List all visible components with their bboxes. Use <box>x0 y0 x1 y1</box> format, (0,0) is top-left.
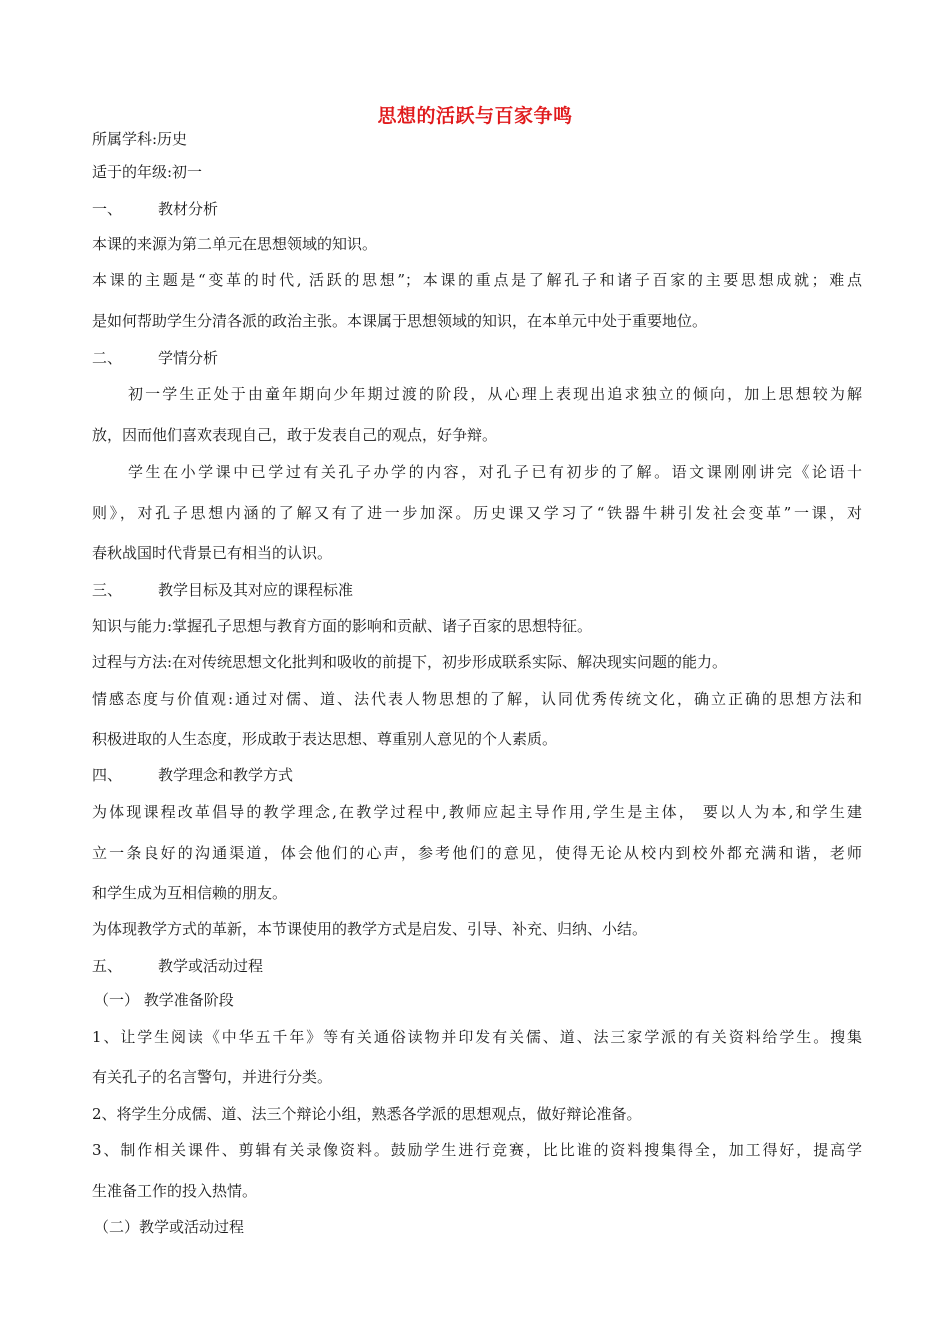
paragraph-line: 积极进取的人生态度，形成敢于表达思想、尊重别人意见的个人素质。 <box>92 730 558 748</box>
paragraph-line: 知识与能力:掌握孔子思想与教育方面的影响和贡献、诸子百家的思想特征。 <box>92 617 593 635</box>
section-title: 教学或活动过程 <box>158 957 264 975</box>
section-5-heading <box>92 956 862 976</box>
list-item-line: 生准备工作的投入热情。 <box>92 1182 258 1200</box>
section-number: 一、 <box>92 200 123 218</box>
paragraph-line: 本课的主题是“变革的时代, 活跃的思想”；本课的重点是了解孔子和诸子百家的主要思想成就；难点 <box>92 271 862 289</box>
section-title: 教学理念和教学方式 <box>158 766 294 784</box>
section-number: 四、 <box>92 766 123 784</box>
list-item-line: 3、制作相关课件、剪辑有关录像资料。鼓励学生进行竞赛，比比谁的资料搜集得全，加工得好，提高学 <box>92 1141 862 1159</box>
paragraph-line: 春秋战国时代背景已有相当的认识。 <box>92 544 333 562</box>
paragraph-line: 初一学生正处于由童年期向少年期过渡的阶段，从心理上表现出追求独立的倾向，加上思想较为解 <box>128 385 862 403</box>
paragraph-line: 则》，对孔子思想内涵的了解又有了进一步加深。历史课又学习了“铁器牛耕引发社会变革”一课，对 <box>92 504 862 522</box>
paragraph-line: 为体现课程改革倡导的教学理念,在教学过程中,教师应起主导作用,学生是主体， 要以人为本,和学生建 <box>92 803 862 821</box>
paragraph-line: 立一条良好的沟通渠道，体会他们的心声，参考他们的意见，使得无论从校内到校外都充满和谐，老师 <box>92 844 862 862</box>
paragraph-line: 为体现教学方式的革新，本节课使用的教学方式是启发、引导、补充、归纳、小结。 <box>92 920 648 938</box>
section-title: 教材分析 <box>158 200 219 218</box>
subject-line: 所属学科:历史 <box>92 130 188 148</box>
section-4-heading <box>92 765 862 785</box>
paragraph-line: 过程与方法:在对传统思想文化批判和吸收的前提下，初步形成联系实际、解决现实问题的能力。 <box>92 653 728 671</box>
section-number: 二、 <box>92 349 123 367</box>
subsection-heading: （一） 教学准备阶段 <box>94 991 234 1009</box>
paragraph-line: 是如何帮助学生分清各派的政治主张。本课属于思想领域的知识，在本单元中处于重要地位。 <box>92 312 708 330</box>
section-title: 教学目标及其对应的课程标准 <box>158 581 354 599</box>
list-item-line: 1、让学生阅读《中华五千年》等有关通俗读物并印发有关儒、道、法三家学派的有关资料给学生。搜集 <box>92 1028 862 1046</box>
document-title: 思想的活跃与百家争鸣 <box>377 105 573 127</box>
list-item-line: 有关孔子的名言警句，并进行分类。 <box>92 1068 333 1086</box>
section-1-heading <box>92 199 862 219</box>
section-number: 三、 <box>92 581 123 599</box>
section-number: 五、 <box>92 957 123 975</box>
section-title: 学情分析 <box>158 349 219 367</box>
paragraph-line: 本课的来源为第二单元在思想领域的知识。 <box>92 235 378 253</box>
paragraph-line: 情感态度与价值观:通过对儒、道、法代表人物思想的了解，认同优秀传统文化，确立正确的思想方法和 <box>92 690 862 708</box>
subsection-heading: （二）教学或活动过程 <box>94 1218 245 1236</box>
paragraph-line: 和学生成为互相信赖的朋友。 <box>92 884 288 902</box>
list-item-line: 2、将学生分成儒、道、法三个辩论小组，熟悉各学派的思想观点，做好辩论准备。 <box>92 1105 642 1123</box>
grade-line: 适于的年级:初一 <box>92 163 203 181</box>
paragraph-line: 放，因而他们喜欢表现自己，敢于发表自己的观点，好争辩。 <box>92 426 498 444</box>
section-2-heading <box>92 348 862 368</box>
paragraph-line: 学生在小学课中已学过有关孔子办学的内容，对孔子已有初步的了解。语文课刚刚讲完《论语十 <box>128 463 862 481</box>
section-3-heading <box>92 580 862 600</box>
